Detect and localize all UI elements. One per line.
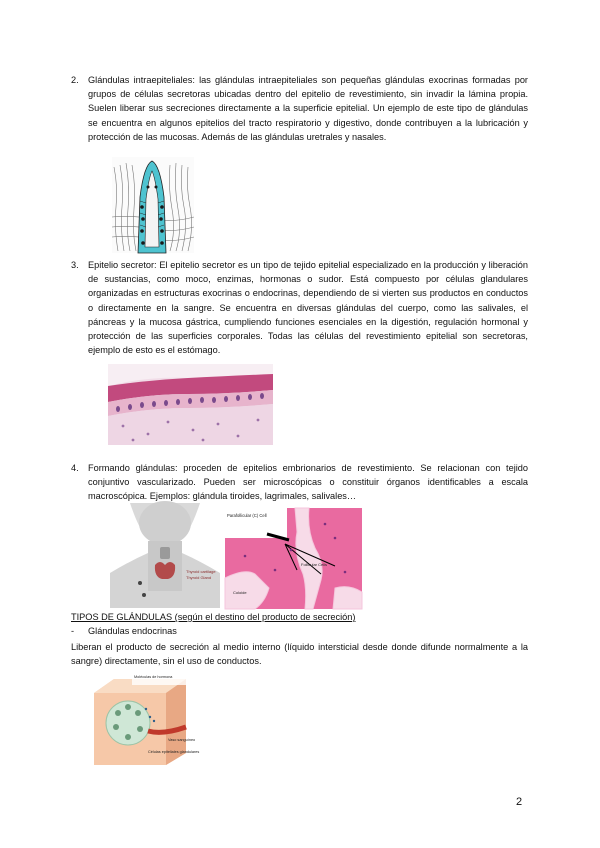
hormone-molecules-label: Moléculas de hormona bbox=[134, 675, 173, 679]
follicular-cells-label: Follicular Cells bbox=[301, 562, 328, 567]
colloid-label: Coloide bbox=[233, 590, 247, 595]
thyroid-neck-illustration bbox=[110, 503, 220, 608]
section-heading-gland-types: TIPOS DE GLÁNDULAS (según el destino del producto de secreción) bbox=[71, 612, 356, 622]
bullet-text: Glándulas endocrinas bbox=[88, 626, 177, 636]
bullet-dash: - bbox=[71, 626, 75, 636]
thyroid-cartilage-label: Thyroid cartilage bbox=[186, 569, 216, 574]
thyroid-histology-micrograph bbox=[225, 508, 362, 609]
item-text: Glándulas intraepiteliales: las glándulas intraepiteliales son pequeñas glándulas exocrinas formadas por grupos de células secretoras ubicadas dentro del epitelio de revestimiento, sin invadir la lámina propia. Suelen liberar sus secreciones directamente a la superficie epitelial. Un ejemplo de este tipo de glándulas se encuentra en algunos epitelios del tracto respiratorio y digestivo, donde contribuyen a la lubricación y protección de las mucosas. Además de las glándulas uretrales y nasales. bbox=[88, 75, 528, 142]
item-number: 2. bbox=[71, 75, 79, 85]
endocrine-gland-diagram bbox=[88, 673, 200, 766]
secretory-epithelium-micrograph bbox=[108, 364, 273, 445]
page-number: 2 bbox=[516, 796, 523, 808]
item-number: 4. bbox=[71, 463, 79, 473]
list-item-forming-glands bbox=[71, 461, 528, 504]
thyroid-gland-label: Thyroid Gland bbox=[186, 575, 212, 580]
bullet-item-endocrine bbox=[71, 626, 177, 636]
list-item-secretory-epithelium bbox=[71, 258, 528, 357]
parafollicular-label: Parafollicular (C) Cell bbox=[227, 513, 267, 518]
item-number: 3. bbox=[71, 260, 79, 270]
blood-vessel-label: Vaso sanguíneo bbox=[168, 738, 196, 742]
item-text: Formando glándulas: proceden de epitelios embrionarios de revestimiento. Se relacionan con tejido conjuntivo vascularizado. Pueden ser microscópicas o constituir órganos identificables a escala macroscópica. Ejemplos: glándula tiroides, lagrimales, salivales… bbox=[88, 463, 528, 502]
intraepithelial-gland-illustration bbox=[112, 157, 194, 253]
item-text: Epitelio secretor: El epitelio secretor es un tipo de tejido epitelial especializado en la producción y liberación de sustancias, como moco, enzimas, hormonas o sudor. Está compuesto por células glandulares organizadas en estructuras exocrinas o endocrinas, dependiendo de si vierten sus productos en conductos o directamente en la sangre. Se encuentra en diversas glándulas del cuerpo, como las salivales, el páncreas y la mucosa gástrica, cumpliendo funciones esenciales en la digestión, regulación hormonal y protección de las superficies corporales. Todas las células del revestimiento epitelial son secretoras, ejemplo de esto es el estómago. bbox=[88, 260, 528, 356]
endocrine-description: Liberan el producto de secreción al medio interno (líquido intersticial desde donde difunde normalmente a la sangre) directamente, sin el uso de conductos. bbox=[71, 642, 528, 667]
list-item-intraepithelial bbox=[71, 73, 528, 144]
glandular-cells-label: Células epiteliales glandulares bbox=[148, 750, 200, 754]
